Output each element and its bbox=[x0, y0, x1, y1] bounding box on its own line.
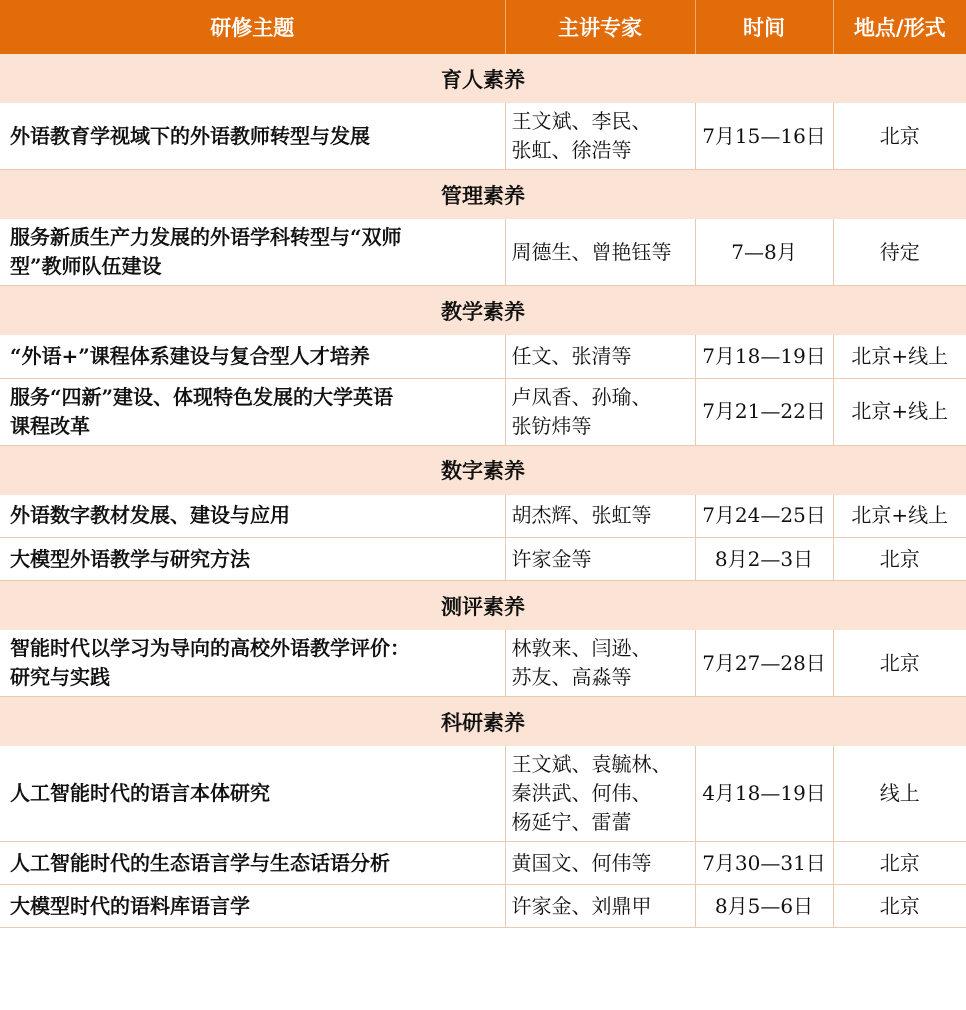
place-cell: 待定 bbox=[833, 219, 966, 286]
topic-cell: “外语+”课程体系建设与复合型人才培养 bbox=[0, 335, 505, 378]
place-cell: 北京+线上 bbox=[833, 335, 966, 378]
topic-cell: 服务新质生产力发展的外语学科转型与“双师 型”教师队伍建设 bbox=[0, 219, 505, 286]
category-label: 测评素养 bbox=[0, 581, 966, 631]
header-row bbox=[0, 0, 966, 54]
experts-cell: 胡杰辉、张虹等 bbox=[505, 495, 695, 538]
experts-cell: 许家金、刘鼎甲 bbox=[505, 885, 695, 928]
topic-cell: 智能时代以学习为导向的高校外语教学评价： 研究与实践 bbox=[0, 630, 505, 697]
category-row bbox=[0, 286, 966, 336]
time-cell: 7月21—22日 bbox=[695, 378, 833, 445]
time-cell: 7月18—19日 bbox=[695, 335, 833, 378]
header-topic: 研修主题 bbox=[0, 0, 505, 54]
place-cell: 北京 bbox=[833, 842, 966, 885]
topic-cell: 外语教育学视域下的外语教师转型与发展 bbox=[0, 103, 505, 170]
table-row bbox=[0, 885, 966, 928]
category-label: 育人素养 bbox=[0, 54, 966, 103]
table-row bbox=[0, 630, 966, 697]
category-label: 科研素养 bbox=[0, 697, 966, 747]
place-cell: 北京 bbox=[833, 630, 966, 697]
topic-cell: 人工智能时代的生态语言学与生态话语分析 bbox=[0, 842, 505, 885]
table-row bbox=[0, 746, 966, 842]
category-row bbox=[0, 697, 966, 747]
time-cell: 7月15—16日 bbox=[695, 103, 833, 170]
topic-cell: 人工智能时代的语言本体研究 bbox=[0, 746, 505, 842]
experts-cell: 许家金等 bbox=[505, 538, 695, 581]
place-cell: 北京 bbox=[833, 885, 966, 928]
time-cell: 7—8月 bbox=[695, 219, 833, 286]
table-row bbox=[0, 103, 966, 170]
experts-cell: 王文斌、袁毓林、 秦洪武、何伟、 杨延宁、雷蕾 bbox=[505, 746, 695, 842]
table-row bbox=[0, 495, 966, 538]
category-row bbox=[0, 170, 966, 220]
place-cell: 线上 bbox=[833, 746, 966, 842]
topic-cell: 大模型时代的语料库语言学 bbox=[0, 885, 505, 928]
time-cell: 7月27—28日 bbox=[695, 630, 833, 697]
table-row bbox=[0, 842, 966, 885]
experts-cell: 卢凤香、孙瑜、 张钫炜等 bbox=[505, 378, 695, 445]
header-time: 时间 bbox=[695, 0, 833, 54]
place-cell: 北京+线上 bbox=[833, 378, 966, 445]
experts-cell: 任文、张清等 bbox=[505, 335, 695, 378]
place-cell: 北京 bbox=[833, 103, 966, 170]
topic-cell: 外语数字教材发展、建设与应用 bbox=[0, 495, 505, 538]
category-row bbox=[0, 581, 966, 631]
time-cell: 7月24—25日 bbox=[695, 495, 833, 538]
experts-cell: 王文斌、李民、 张虹、徐浩等 bbox=[505, 103, 695, 170]
table-row bbox=[0, 219, 966, 286]
category-row bbox=[0, 445, 966, 495]
topic-cell: 服务“四新”建设、体现特色发展的大学英语 课程改革 bbox=[0, 378, 505, 445]
table-row bbox=[0, 335, 966, 378]
experts-cell: 黄国文、何伟等 bbox=[505, 842, 695, 885]
table-row bbox=[0, 378, 966, 445]
experts-cell: 林敦来、闫逊、 苏友、高淼等 bbox=[505, 630, 695, 697]
time-cell: 8月2—3日 bbox=[695, 538, 833, 581]
time-cell: 4月18—19日 bbox=[695, 746, 833, 842]
place-cell: 北京 bbox=[833, 538, 966, 581]
time-cell: 7月30—31日 bbox=[695, 842, 833, 885]
experts-cell: 周德生、曾艳钰等 bbox=[505, 219, 695, 286]
header-place: 地点/形式 bbox=[833, 0, 966, 54]
place-cell: 北京+线上 bbox=[833, 495, 966, 538]
category-label: 数字素养 bbox=[0, 445, 966, 495]
category-row bbox=[0, 54, 966, 103]
header-experts: 主讲专家 bbox=[505, 0, 695, 54]
time-cell: 8月5—6日 bbox=[695, 885, 833, 928]
category-label: 管理素养 bbox=[0, 170, 966, 220]
category-label: 教学素养 bbox=[0, 286, 966, 336]
topic-cell: 大模型外语教学与研究方法 bbox=[0, 538, 505, 581]
table-row bbox=[0, 538, 966, 581]
